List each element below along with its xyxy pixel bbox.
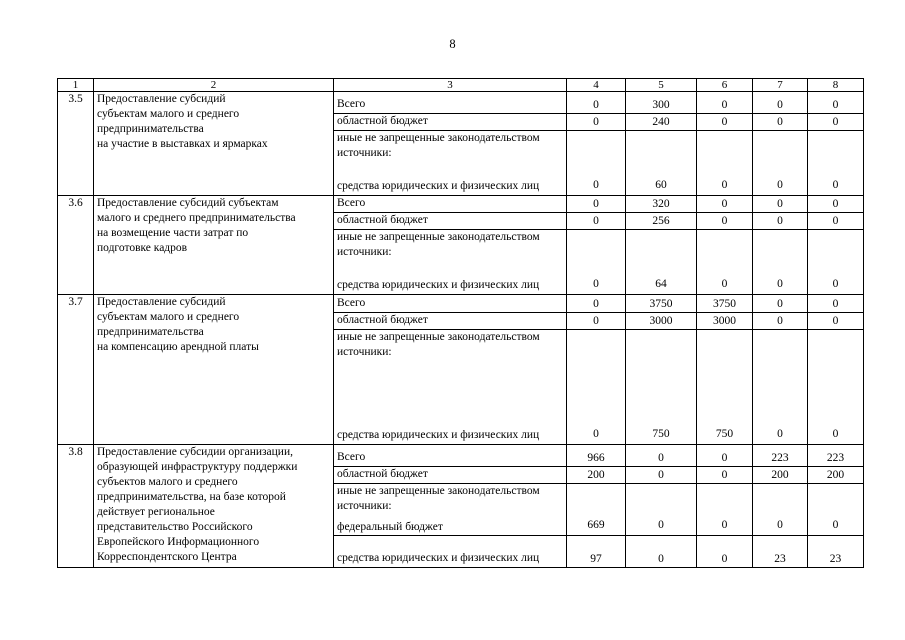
value-cell: 97 [567,536,626,568]
value-cell: 0 [697,484,753,536]
source-note: иные не запрещенные законодательством источники: [337,485,540,512]
measure-line: действует региональное [97,506,215,518]
source-label [334,313,567,330]
value-cell: 23 [808,536,864,568]
measure-line: на компенсацию арендной платы [97,341,259,353]
measure-line: подготовке кадров [97,242,188,254]
value-cell: 200 [567,467,626,484]
row-number: 3.5 [58,92,94,196]
source-label [334,196,567,213]
value-cell: 0 [567,196,626,213]
measure-name [94,445,334,568]
value-cell: 0 [753,230,808,295]
value-cell: 320 [626,196,697,213]
row-number: 3.6 [58,196,94,295]
value-cell: 0 [567,330,626,445]
source-line: Всего [337,98,366,110]
measure-line: предпринимательства [97,123,204,135]
value-cell: 64 [626,230,697,295]
column-number: 3 [334,79,567,92]
source-line: средства юридических и физических лиц [337,429,540,441]
source-label [334,114,567,131]
value-cell: 0 [697,467,753,484]
value-cell: 223 [808,445,864,467]
value-cell: 3000 [697,313,753,330]
value-cell: 0 [626,445,697,467]
row-number: 3.7 [58,295,94,445]
value-cell: 0 [567,313,626,330]
source-label [334,330,567,445]
value-cell: 0 [753,196,808,213]
column-number: 5 [626,79,697,92]
value-cell: 0 [808,313,864,330]
value-cell: 0 [753,484,808,536]
value-cell: 0 [567,114,626,131]
measure-line: субъектов малого и среднего [97,476,238,488]
measure-line: субъектам малого и среднего [97,108,240,120]
source-label [334,484,567,536]
source-label [334,131,567,196]
value-cell: 0 [567,213,626,230]
value-cell: 223 [753,445,808,467]
value-cell: 0 [753,313,808,330]
column-number: 6 [697,79,753,92]
value-cell: 0 [753,131,808,196]
source-label [334,467,567,484]
value-cell: 256 [626,213,697,230]
source-label [334,295,567,313]
column-number: 1 [58,79,94,92]
table-row [58,295,864,313]
source-line: Всего [337,197,366,209]
measure-line: малого и среднего предпринимательства [97,212,296,224]
table-row [58,196,864,213]
value-cell: 0 [753,92,808,114]
source-line: областной бюджет [337,468,428,480]
value-cell: 0 [753,114,808,131]
measure-name [94,196,334,295]
value-cell: 0 [808,196,864,213]
source-label [334,92,567,114]
value-cell: 0 [567,131,626,196]
value-cell: 0 [808,330,864,445]
value-cell: 200 [808,467,864,484]
source-label [334,445,567,467]
measure-line: Предоставление субсидий [97,296,226,308]
value-cell: 966 [567,445,626,467]
value-cell: 23 [753,536,808,568]
value-cell: 0 [808,484,864,536]
source-label [334,213,567,230]
value-cell: 0 [697,445,753,467]
source-line: средства юридических и физических лиц [337,552,540,564]
value-cell: 60 [626,131,697,196]
measure-line: образующей инфраструктуру поддержки [97,461,298,473]
value-cell: 3750 [697,295,753,313]
value-cell: 0 [626,467,697,484]
value-cell: 0 [808,131,864,196]
value-cell: 0 [567,230,626,295]
source-label [334,230,567,295]
source-line: областной бюджет [337,115,428,127]
measure-line: Предоставление субсидии организации, [97,446,293,458]
measure-line: представительство Российского [97,521,253,533]
value-cell: 0 [808,295,864,313]
value-cell: 0 [753,295,808,313]
value-cell: 0 [697,536,753,568]
column-number: 8 [808,79,864,92]
column-number: 2 [94,79,334,92]
source-note: иные не запрещенные законодательством источники: [337,132,540,159]
value-cell: 0 [808,92,864,114]
measure-line: Европейского Информационного [97,536,260,548]
value-cell: 0 [567,295,626,313]
value-cell: 3750 [626,295,697,313]
measure-name [94,295,334,445]
source-line: средства юридических и физических лиц [337,279,540,291]
budget-table [57,78,864,568]
source-label [334,536,567,568]
source-note: иные не запрещенные законодательством источники: [337,331,540,358]
page-number: 8 [449,37,456,51]
value-cell: 0 [567,92,626,114]
source-line: Всего [337,297,366,309]
measure-line: на возмещение части затрат по [97,227,249,239]
value-cell: 240 [626,114,697,131]
measure-line: предпринимательства [97,326,204,338]
value-cell: 0 [697,92,753,114]
value-cell: 0 [626,484,697,536]
measure-name [94,92,334,196]
value-cell: 0 [808,213,864,230]
value-cell: 0 [753,330,808,445]
source-line: федеральный бюджет [337,521,443,533]
value-cell: 200 [753,467,808,484]
measure-line: предпринимательства, на базе которой [97,491,286,503]
measure-line: Предоставление субсидий субъектам [97,197,279,209]
value-cell: 0 [697,131,753,196]
value-cell: 3000 [626,313,697,330]
value-cell: 0 [808,230,864,295]
value-cell: 750 [626,330,697,445]
table-row [58,445,864,467]
measure-line: Корреспондентского Центра [97,551,237,563]
value-cell: 669 [567,484,626,536]
measure-line: субъектам малого и среднего [97,311,240,323]
source-note: иные не запрещенные законодательством источники: [337,231,540,258]
source-line: областной бюджет [337,314,428,326]
value-cell: 0 [753,213,808,230]
source-line: средства юридических и физических лиц [337,180,540,192]
source-line: Всего [337,451,366,463]
value-cell: 300 [626,92,697,114]
value-cell: 0 [697,196,753,213]
column-number-row [58,79,864,92]
table-row [58,92,864,114]
measure-line: на участие в выставках и ярмарках [97,138,268,150]
value-cell: 0 [697,114,753,131]
column-number: 4 [567,79,626,92]
row-number: 3.8 [58,445,94,568]
value-cell: 0 [808,114,864,131]
value-cell: 0 [626,536,697,568]
value-cell: 0 [697,230,753,295]
source-line: областной бюджет [337,214,428,226]
value-cell: 0 [697,213,753,230]
value-cell: 750 [697,330,753,445]
column-number: 7 [753,79,808,92]
measure-line: Предоставление субсидий [97,93,226,105]
